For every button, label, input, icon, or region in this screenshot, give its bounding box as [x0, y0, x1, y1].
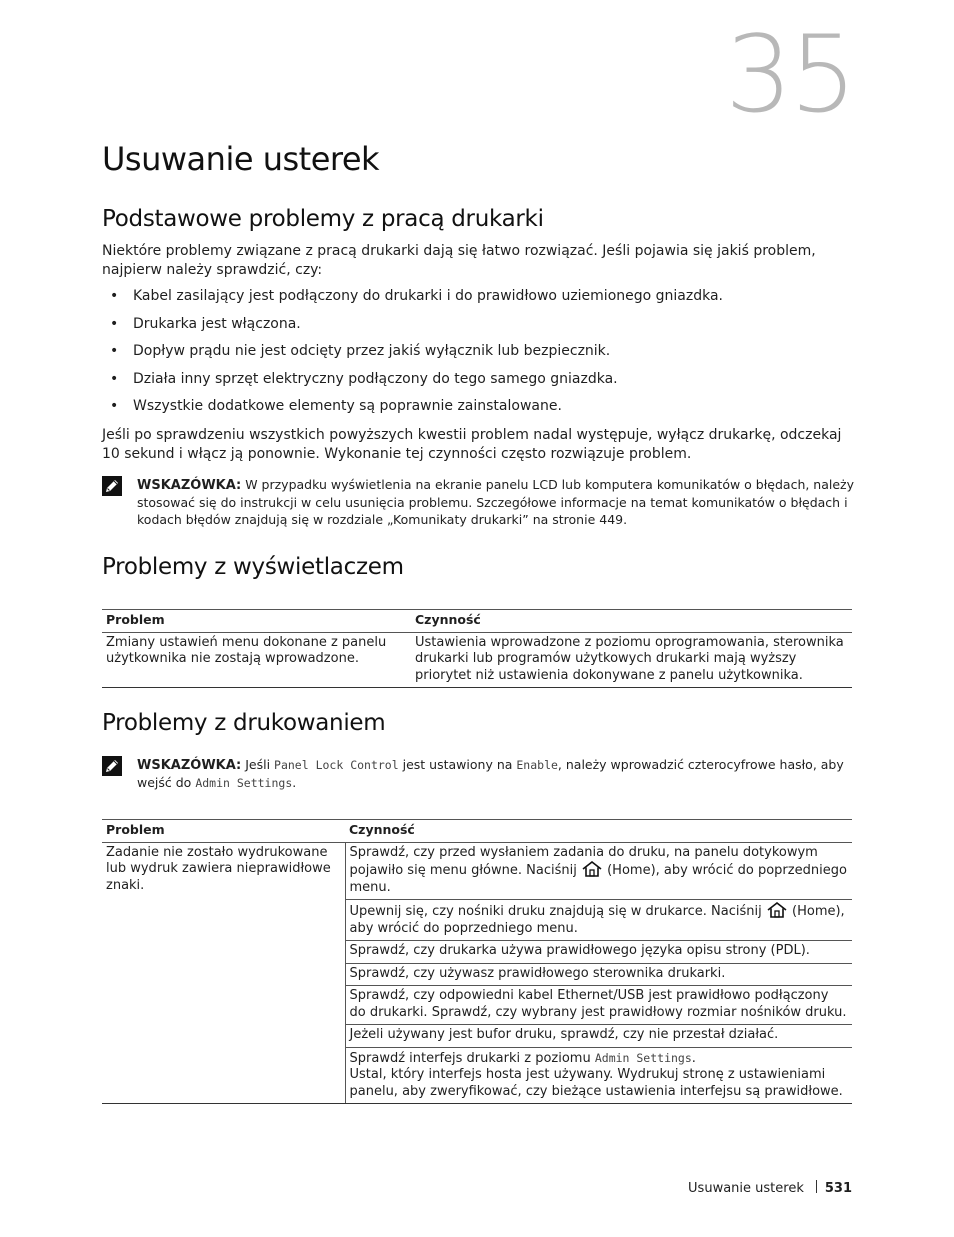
section-heading-printing: Problemy z drukowaniem: [102, 710, 386, 736]
list-item: • Działa inny sprzęt elektryczny podłączony do tego samego gniazdka.: [110, 370, 618, 387]
display-problems-table: [102, 609, 852, 688]
chapter-title: Usuwanie usterek: [102, 140, 380, 178]
list-item: • Drukarka jest włączona.: [110, 315, 301, 332]
printing-problems-table: [102, 819, 852, 1104]
note-text: W przypadku wyświetlenia na ekranie panelu LCD lub komputera komunikatów o błędach, należy stosować się do instrukcji w celu usunięcia problemu. Szczegółowe informacje na temat komunikatów o błędach i kodach błędów znajdują się w rozdziale „Komunikaty drukarki” na stronie 449.: [137, 477, 855, 527]
action-cell: Sprawdź, czy drukarka używa prawidłowego języka opisu strony (PDL).: [345, 941, 852, 964]
page-number: 531: [824, 1181, 852, 1196]
list-item: • Wszystkie dodatkowe elementy są poprawnie zainstalowane.: [110, 398, 562, 414]
page-footer: [688, 1180, 852, 1196]
action-cell: Upewnij się, czy nośniki druku znajdują się w drukarce. Naciśnij (Home), aby wrócić do poprzedniego menu.: [345, 900, 852, 941]
footer-divider: [816, 1180, 817, 1193]
table-row: [102, 632, 852, 688]
problem-cell: Zadanie nie zostało wydrukowane lub wydruk zawiera nieprawidłowe znaki.: [102, 842, 345, 1104]
action-cell: Sprawdź interfejs drukarki z poziomu Admin Settings. Ustal, który interfejs hosta jest używany. Wydrukuj stronę z ustawieniami panelu, aby zweryfikować, czy bieżące ustawienia interfejsu są prawidłowe.: [345, 1047, 852, 1104]
chapter-number: 35: [725, 13, 854, 136]
action-cell: Ustawienia wprowadzone z poziomu oprogramowania, sterownika drukarki lub programów użytkowych drukarki mają wyższy priorytet niż ustawienia dokonywane z panelu użytkownika.: [411, 632, 852, 688]
column-header-action: Czynność: [411, 610, 852, 633]
pencil-note-icon: [102, 756, 122, 776]
outro-paragraph: Jeśli po sprawdzeniu wszystkich powyższych kwestii problem nadal występuje, wyłącz drukarkę, odczekaj 10 sekund i włącz ją ponownie. Wykonanie tej czynności często rozwiązuje problem.: [102, 427, 842, 462]
code-text: Admin Settings: [195, 776, 293, 790]
code-text: Admin Settings: [594, 1050, 692, 1065]
section-heading-display: Problemy z wyświetlaczem: [102, 554, 404, 580]
code-text: Enable: [516, 758, 558, 772]
list-item: • Kabel zasilający jest podłączony do drukarki i do prawidłowo uziemionego gniazdka.: [110, 288, 724, 304]
home-icon: [581, 861, 603, 877]
action-cell: Sprawdź, czy przed wysłaniem zadania do druku, na panelu dotykowym pojawiło się menu główne. Naciśnij (Home), aby wrócić do poprzedniego menu.: [345, 842, 852, 900]
table-row: [102, 842, 852, 900]
note-label: WSKAZÓWKA:: [137, 478, 242, 493]
footer-section-title: Usuwanie usterek: [688, 1181, 804, 1196]
home-icon: [766, 902, 788, 918]
note-label: WSKAZÓWKA:: [137, 758, 242, 773]
problem-cell: Zmiany ustawień menu dokonane z panelu użytkownika nie zostają wprowadzone.: [102, 632, 411, 688]
column-header-problem: Problem: [102, 610, 411, 633]
intro-paragraph: Niektóre problemy związane z pracą drukarki dają się łatwo rozwiązać. Jeśli pojawia się jakiś problem, najpierw należy sprawdzić, czy:: [102, 243, 816, 278]
action-cell: Jeżeli używany jest bufor druku, sprawdź, czy nie przestał działać.: [345, 1025, 852, 1048]
action-cell: Sprawdź, czy odpowiedni kabel Ethernet/USB jest prawidłowo podłączony do drukarki. Sprawdź, czy wybrany jest prawidłowy rozmiar nośników druku.: [345, 986, 852, 1025]
action-cell: Sprawdź, czy używasz prawidłowego sterownika drukarki.: [345, 963, 852, 986]
pencil-note-icon: [102, 476, 122, 496]
code-text: Panel Lock Control: [274, 758, 399, 772]
list-item: • Dopływ prądu nie jest odcięty przez jakiś wyłącznik lub bezpiecznik.: [110, 343, 611, 359]
column-header-action: Czynność: [345, 820, 852, 843]
checklist: [102, 287, 854, 425]
column-header-problem: Problem: [102, 820, 345, 843]
section-heading-basic: Podstawowe problemy z pracą drukarki: [102, 206, 544, 232]
